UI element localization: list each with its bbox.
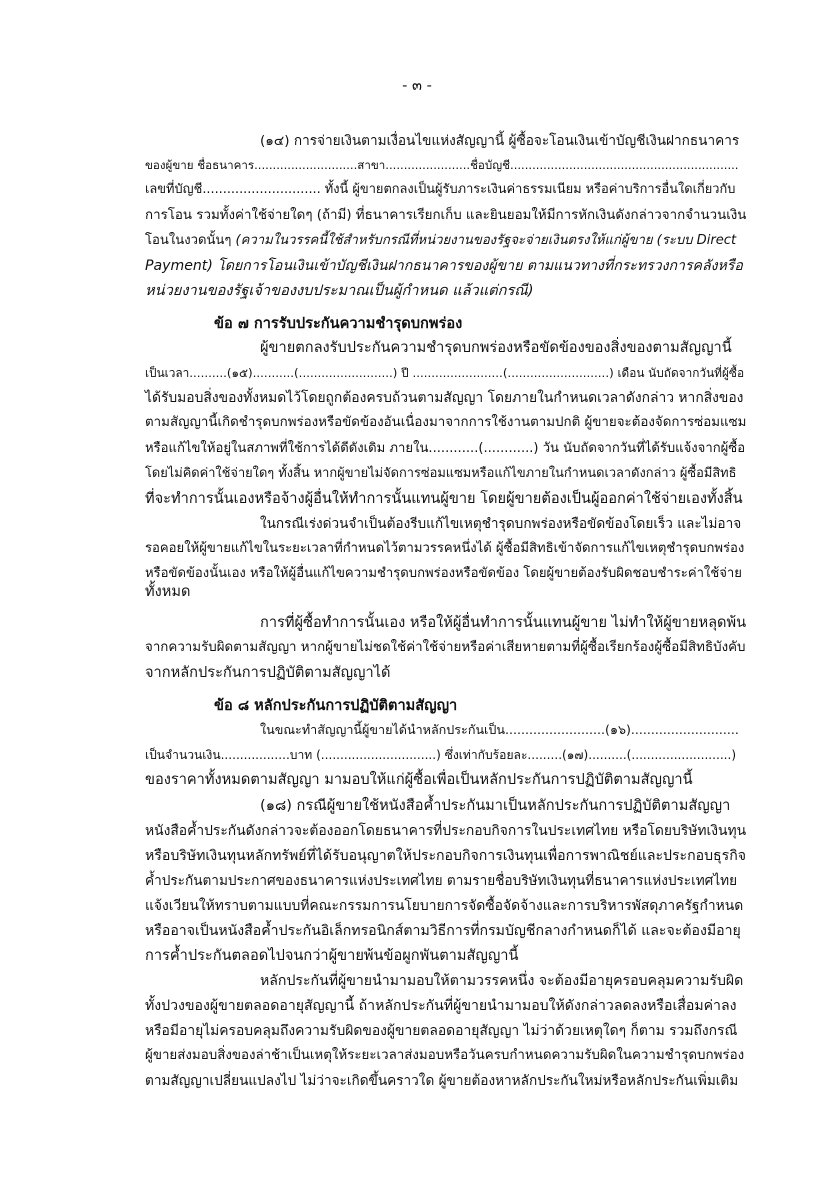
article8-p3-line-2: ทั้งปวงของผู้ขายตลอดอายุสัญญานี้ ถ้าหลักประกันที่ผู้ขายนำมามอบให้ดังกล่าวลดลงหรือเสื่อมค่าลง [145,998,737,1014]
article8-p3-line-5: ตามสัญญาเปลี่ยนแปลงไป ไม่ว่าจะเกิดขึ้นคราวใด ผู้ขายต้องหาหลักประกันใหม่หรือหลักประกันเพิ่มเติม [145,1073,739,1089]
article7-p3-line-3: จากหลักประกันการปฏิบัติตามสัญญาได้ [145,664,391,681]
article8-p1-line-3: ของราคาทั้งหมดตามสัญญา มามอบให้แก่ผู้ซื้อเพื่อเป็นหลักประกันการปฏิบัติตามสัญญานี้ [145,771,693,788]
article8-p2-line-1: (๑๘) กรณีผู้ขายใช้หนังสือค้ำประกันมาเป็นหลักประกันการปฏิบัติตามสัญญา [260,797,731,814]
article7-p2-line-2: รอคอยให้ผู้ขายแก้ไขในระยะเวลาที่กำหนดไว้ตามวรรคหนึ่งได้ ผู้ซื้อมีสิทธิเข้าจัดการแก้ไขเหตุชำรุดบกพร่อง [145,541,745,556]
article7-p1-line-6: โดยไม่คิดค่าใช้จ่ายใดๆ ทั้งสิ้น หากผู้ขายไม่จัดการซ่อมแซมหรือแก้ไขภายในกำหนดเวลาดังกล่าว ผู้ซื้อมีสิทธิ [145,466,737,481]
article7-p1-line-2: เป็นเวลา..........(๑๕)...........(.........................) ปี ........................(...........................) เดือน นับถัดจากวันที่ผู้ซื้อ [145,366,745,380]
article7-p3-line-2: จากความรับผิดตามสัญญา หากผู้ขายไม่ชดใช้ค่าใช้จ่ายหรือค่าเสียหายตามที่ผู้ซื้อเรียกร้องผู้ซื้อมีสิทธิบังคับ [145,640,746,655]
article8-p1-line-1: ในขณะทำสัญญานี้ผู้ขายได้นำหลักประกันเป็น.........................(๑๖)........................... [260,722,739,737]
clause14-line-1: (๑๔) การจ่ายเงินตามเงื่อนไขแห่งสัญญานี้ ผู้ซื้อจะโอนเงินเข้าบัญชีเงินฝากธนาคาร [260,133,740,149]
article7-p1-line-1: ผู้ขายตกลงรับประกันความชำรุดบกพร่องหรือขัดข้องของสิ่งของตามสัญญานี้ [260,339,732,356]
article8-p2-line-5: แจ้งเวียนให้ทราบตามแบบที่คณะกรรมการนโยบายการจัดซื้อจัดจ้างและการบริหารพัสดุภาครัฐกำหนด [145,898,744,914]
article8-p2-line-2: หนังสือค้ำประกันดังกล่าวจะต้องออกโดยธนาคารที่ประกอบกิจการในประเทศไทย หรือโดยบริษัทเงินทุน [145,823,747,839]
article7-p1-line-4: ตามสัญญานี้เกิดชำรุดบกพร่องหรือขัดข้องอันเนื่องมาจากการใช้งานตามปกติ ผู้ขายจะต้องจัดการซ่อมแซม [145,415,747,430]
page-number: - ๓ - [402,77,432,94]
clause14-line-2: ของผู้ขาย ชื่อธนาคาร............................สาขา.......................ชื่อบัญชี.............................................................. [145,158,739,172]
clause14-note-2: Payment) โดยการโอนเงินเข้าบัญชีเงินฝากธนาคารของผู้ขาย ตามแนวทางที่กระทรวงการคลังหรือ [145,258,743,274]
clause14-note-1: (ความในวรรคนี้ใช้สำหรับกรณีที่หน่วยงานของรัฐจะจ่ายเงินตรงให้แก่ผู้ขาย (ระบบ Direct [235,233,737,248]
article7-p2-line-1: ในกรณีเร่งด่วนจำเป็นต้องรีบแก้ไขเหตุชำรุดบกพร่องหรือขัดข้องโดยเร็ว และไม่อาจ [260,516,742,532]
article8-p2-line-7: การค้ำประกันตลอดไปจนกว่าผู้ขายพ้นข้อผูกพันตามสัญญานี้ [145,947,519,964]
article8-heading: ข้อ ๘ หลักประกันการปฏิบัติตามสัญญา [214,697,458,714]
article8-p2-line-4: ค้ำประกันตามประกาศของธนาคารแห่งประเทศไทย ตามรายชื่อบริษัทเงินทุนที่ธนาคารแห่งประเทศไทย [145,873,738,889]
article7-p2-line-4: ทั้งหมด [145,583,191,600]
clause14-line-3: เลขที่บัญชี............................. ทั้งนี้ ผู้ขายตกลงเป็นผู้รับภาระเงินค่าธรรมเนียม หรือค่าบริการอื่นใดเกี่ยวกับ [145,182,736,197]
article8-p2-line-3: หรือบริษัทเงินทุนหลักทรัพย์ที่ได้รับอนุญาตให้ประกอบกิจการเงินทุนเพื่อการพาณิชย์และประกอบธุรกิจ [145,848,747,864]
clause14-line-5-plain: โอนในงวดนั้นๆ [145,233,236,248]
article8-p2-line-6: หรืออาจเป็นหนังสือค้ำประกันอิเล็กทรอนิกส์ตามวิธีการที่กรมบัญชีกลางกำหนดก็ได้ และจะต้องมีอายุ [145,923,741,939]
article8-p3-line-4: ผู้ขายส่งมอบสิ่งของล่าช้าเป็นเหตุให้ระยะเวลาส่งมอบหรือวันครบกำหนดความรับผิดในความชำรุดบกพร่อง [145,1048,745,1063]
article7-heading: ข้อ ๗ การรับประกันความชำรุดบกพร่อง [214,315,463,332]
article7-p2-line-3: หรือขัดข้องนั้นเอง หรือให้ผู้อื่นแก้ไขความชำรุดบกพร่องหรือขัดข้อง โดยผู้ขายต้องรับผิดชอบชำระค่าใช้จ่าย [145,566,742,581]
article8-p3-line-3: หรือมีอายุไม่ครอบคลุมถึงความรับผิดของผู้ขายตลอดอายุสัญญา ไม่ว่าด้วยเหตุใดๆ ก็ตาม รวมถึงกรณี [145,1023,738,1039]
clause14-line-5 [145,231,745,251]
clause14-line-4: การโอน รวมทั้งค่าใช้จ่ายใดๆ (ถ้ามี) ที่ธนาคารเรียกเก็บ และยินยอมให้มีการหักเงินดังกล่าวจากจำนวนเงิน [145,208,747,223]
article7-p1-line-5: หรือแก้ไขให้อยู่ในสภาพที่ใช้การได้ดีดังเดิม ภายใน............(............) วัน นับถัดจากวันที่ได้รับแจ้งจากผู้ซื้อ [145,441,746,456]
article7-p1-line-3: ได้รับมอบสิ่งของทั้งหมดไว้โดยถูกต้องครบถ้วนตามสัญญา โดยภายในกำหนดเวลาดังกล่าว หากสิ่งของ [145,390,744,406]
article8-p3-line-1: หลักประกันที่ผู้ขายนำมามอบให้ตามวรรคหนึ่ง จะต้องมีอายุครอบคลุมความรับผิด [260,973,744,989]
article7-p3-line-1: การที่ผู้ซื้อทำการนั้นเอง หรือให้ผู้อื่นทำการนั้นแทนผู้ขาย ไม่ทำให้ผู้ขายหลุดพ้น [260,614,747,631]
article7-p1-line-7: ที่จะทำการนั้นเองหรือจ้างผู้อื่นให้ทำการนั้นแทนผู้ขาย โดยผู้ขายต้องเป็นผู้ออกค่าใช้จ่ายเองทั้งสิ้น [145,490,743,507]
clause14-note-3: หน่วยงานของรัฐเจ้าของงบประมาณเป็นผู้กำหนด แล้วแต่กรณี) [145,282,534,299]
article8-p1-line-2: เป็นจำนวนเงิน..................บาท (..............................) ซึ่งเท่ากับร้อยละ.........(๑๗)..........(..........................) [145,748,737,762]
